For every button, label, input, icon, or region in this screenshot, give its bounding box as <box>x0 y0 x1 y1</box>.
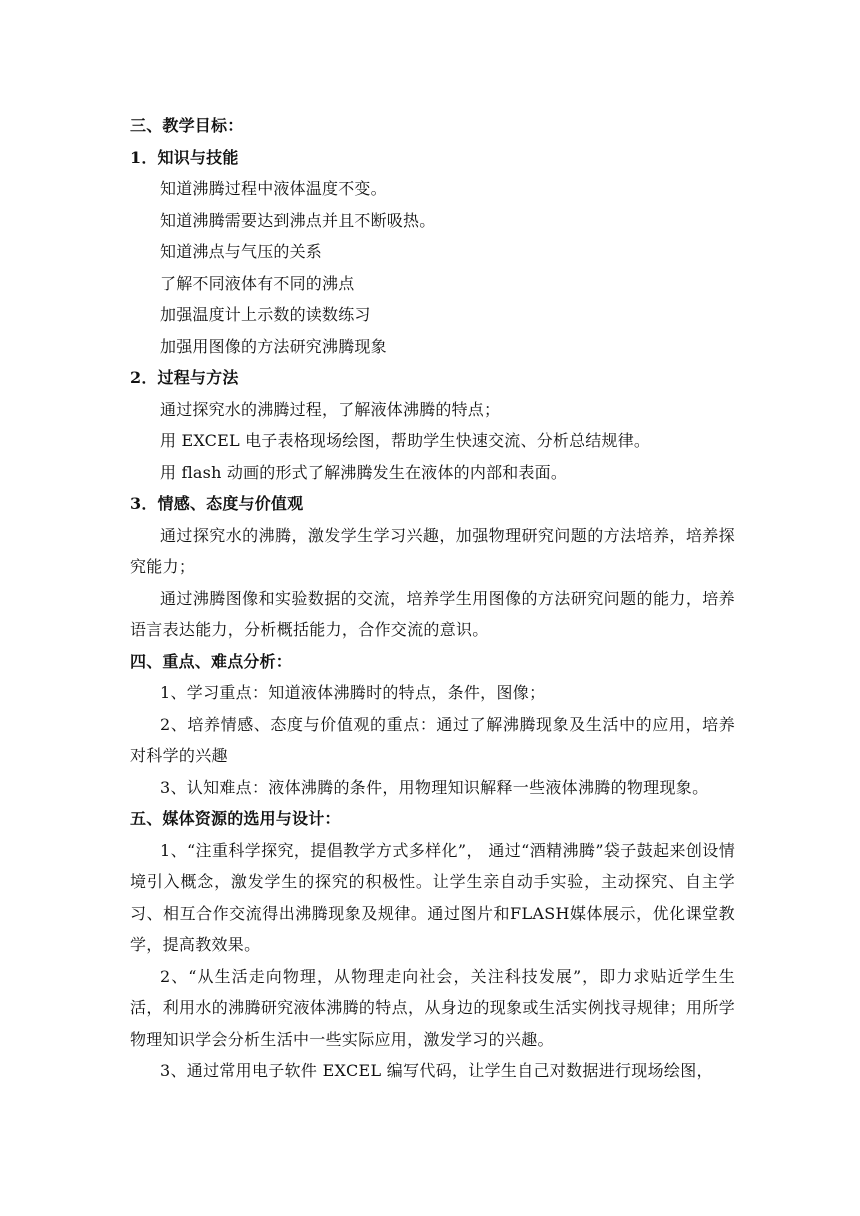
list-item: 用 EXCEL 电子表格现场绘图，帮助学生快速交流、分析总结规律。 <box>160 431 651 450</box>
section-heading-teaching-objectives: 三、教学目标： <box>130 116 244 135</box>
section-heading-key-difficult-points: 四、重点、难点分析： <box>130 651 293 671</box>
paragraph: 3、通过常用电子软件 EXCEL 编写代码，让学生自己对数据进行现场绘图， <box>160 1061 713 1080</box>
paragraph: 2、培养情感、态度与价值观的重点：通过了解沸腾现象及生活中的应用，培养对科学的兴趣 <box>130 714 735 765</box>
paragraph: 1、学习重点：知道液体沸腾时的特点，条件，图像； <box>160 683 546 702</box>
list-item: 知道沸腾需要达到沸点并且不断吸热。 <box>160 210 436 230</box>
list-item: 了解不同液体有不同的沸点 <box>160 273 355 293</box>
subheading-process-methods: 2．过程与方法 <box>130 368 239 387</box>
subheading-knowledge-skills: 1．知识与技能 <box>130 147 239 167</box>
paragraph: 1、“注重科学探究，提倡教学方式多样化”， 通过“酒精沸腾”袋子鼓起来创设情境引入概念，激发学生的探究的积极性。让学生亲自动手实验，主动探究、自主学习、相互合作交流得出沸腾现象及规律。通过图片和FLASH媒体展示，优化课堂教学，提高教效果。 <box>130 840 735 954</box>
list-item: 通过探究水的沸腾过程，了解液体沸腾的特点； <box>160 399 501 419</box>
list-item: 用 flash 动画的形式了解沸腾发生在液体的内部和表面。 <box>160 462 568 482</box>
section-heading-media-resources: 五、媒体资源的选用与设计： <box>130 809 341 828</box>
list-item: 加强温度计上示数的读数练习 <box>160 305 371 324</box>
document-body <box>130 110 735 1087</box>
list-item: 加强用图像的方法研究沸腾现象 <box>160 336 387 356</box>
subheading-emotion-attitude-values: 3．情感、态度与价值观 <box>130 494 304 513</box>
paragraph: 通过沸腾图像和实验数据的交流，培养学生用图像的方法研究问题的能力，培养语言表达能力，分析概括能力，合作交流的意识。 <box>130 588 735 639</box>
paragraph: 3、认知难点：液体沸腾的条件，用物理知识解释一些液体沸腾的物理现象。 <box>160 777 709 797</box>
paragraph: 2、“从生活走向物理，从物理走向社会，关注科技发展”，即力求贴近学生生活，利用水的沸腾研究液体沸腾的特点，从身边的现象或生活实例找寻规律；用所学物理知识学会分析生活中一些实际应用，激发学习的兴趣。 <box>130 966 735 1049</box>
list-item: 知道沸点与气压的关系 <box>160 242 323 261</box>
list-item: 知道沸腾过程中液体温度不变。 <box>160 179 387 198</box>
paragraph: 通过探究水的沸腾，激发学生学习兴趣，加强物理研究问题的方法培养，培养探究能力； <box>130 525 735 576</box>
